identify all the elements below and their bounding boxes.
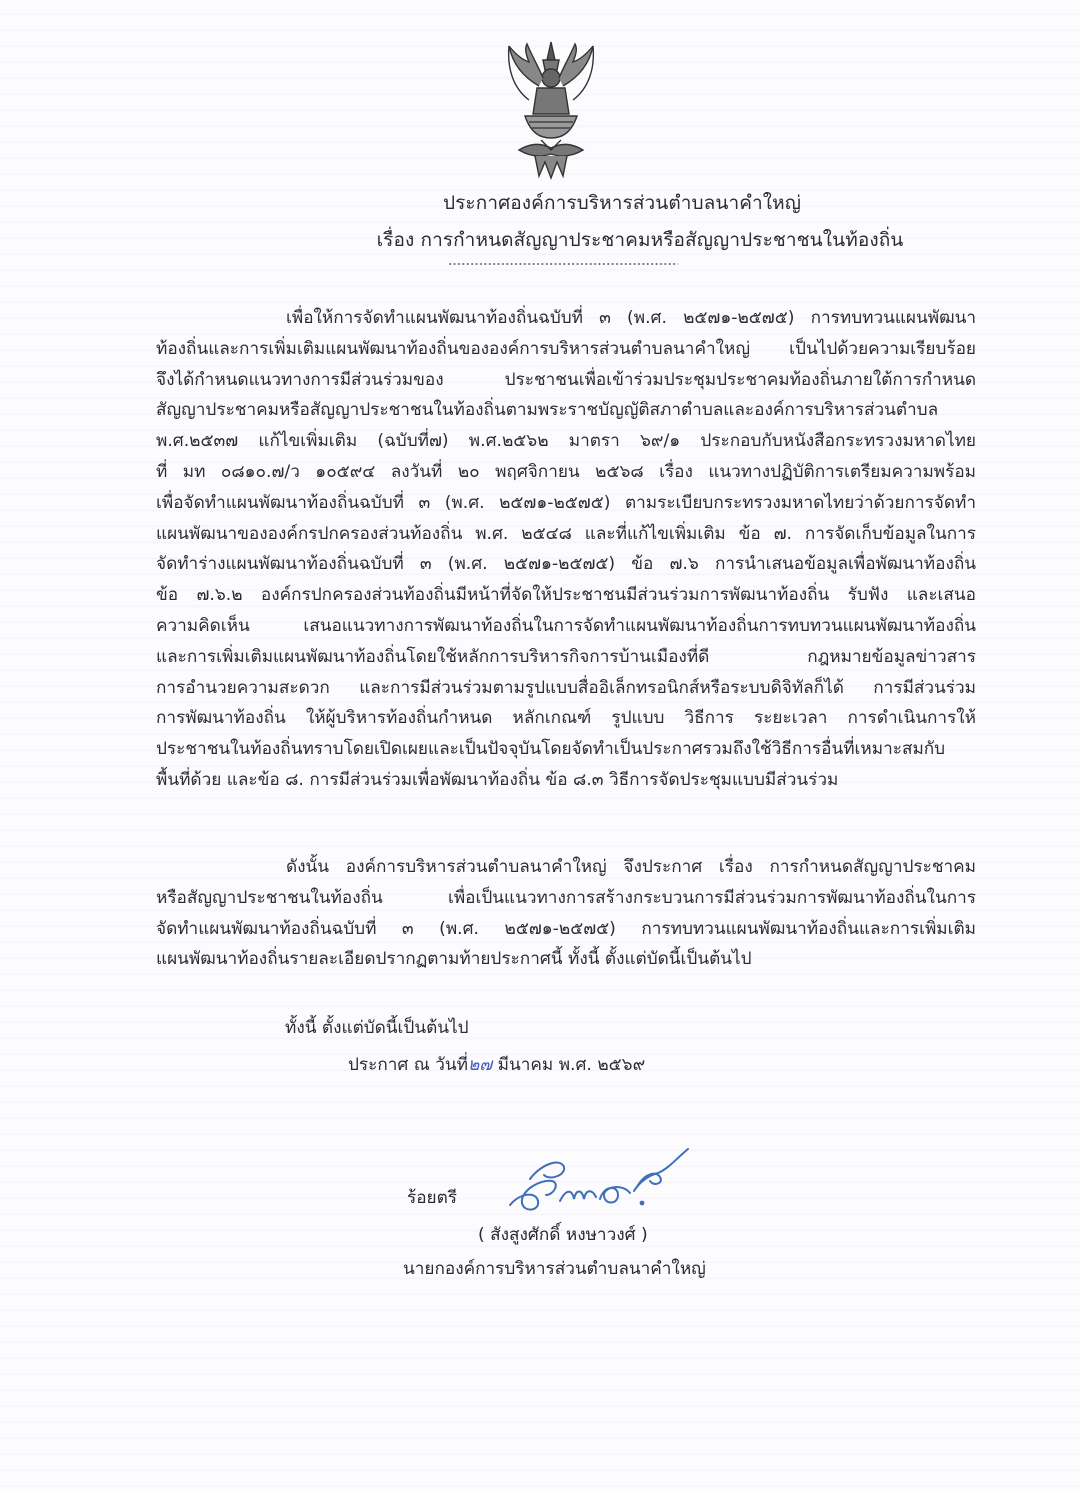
announcement-subject: เรื่อง การกำหนดสัญญาประชาคมหรือสัญญาประชาชนในท้องถิ่น [376,229,904,251]
paragraph-line: พื้นที่ด้วย และข้อ ๘. การมีส่วนร่วมเพื่อพัฒนาท้องถิ่น ข้อ ๘.๓ วิธีการจัดประชุมแบบมีส่วนร่วม [156,769,839,790]
announcement-title: ประกาศองค์การบริหารส่วนตำบลนาคำใหญ่ [442,192,802,214]
effective-statement: ทั้งนี้ ตั้งแต่บัดนี้เป็นต้นไป [285,1018,469,1038]
paragraph-line: จัดทำแผนพัฒนาท้องถิ่นฉบับที่ ๓ (พ.ศ. ๒๕๗๑-๒๕๗๕) การทบทวนแผนพัฒนาท้องถิ่นและการเพิ่มเติม [156,918,976,939]
paragraph-line: หรือสัญญาประชาชนในท้องถิ่น เพื่อเป็นแนวทางการสร้างกระบวนการมีส่วนร่วมการพัฒนาท้องถิ่นในการ [156,887,976,908]
dotted-divider [448,262,678,266]
paragraph-line: ข้อ ๗.๖.๒ องค์กรปกครองส่วนท้องถิ่นมีหน้าที่จัดให้ประชาชนมีส่วนร่วมการพัฒนาท้องถิ่น รับฟัง และเสนอ [156,585,976,606]
paragraph-line: ความคิดเห็น เสนอแนวทางการพัฒนาท้องถิ่นในการจัดทำแผนพัฒนาท้องถิ่นการทบทวนแผนพัฒนาท้องถิ่น [156,615,976,636]
paragraph-line: การอำนวยความสะดวก และการมีส่วนร่วมตามรูปแบบสื่ออิเล็กทรอนิกส์หรือระบบดิจิทัลก็ได้ การมีส่วนร่วม [156,677,976,698]
paragraph-line: ดังนั้น องค์การบริหารส่วนตำบลนาคำใหญ่ จึงประกาศ เรื่อง การกำหนดสัญญาประชาคม [286,857,976,877]
paragraph-line: ท้องถิ่นและการเพิ่มเติมแผนพัฒนาท้องถิ่นขององค์การบริหารส่วนตำบลนาคำใหญ่ เป็นไปด้วยความเรียบร้อย [156,338,976,359]
date-prefix: ประกาศ ณ วันที่ [348,1055,468,1075]
signer-title: นายกองค์การบริหารส่วนตำบลนาคำใหญ่ [403,1259,706,1279]
paragraph-line: แผนพัฒนาขององค์กรปกครองส่วนท้องถิ่น พ.ศ. ๒๕๔๘ และที่แก้ไขเพิ่มเติม ข้อ ๗. การจัดเก็บข้อมูลในการ [156,523,976,544]
garuda-emblem-icon [495,38,607,180]
paragraph-line: แผนพัฒนาท้องถิ่นรายละเอียดปรากฏตามท้ายประกาศนี้ ทั้งนี้ ตั้งแต่บัดนี้เป็นต้นไป [156,949,752,970]
paragraph-line: พ.ศ.๒๕๓๗ แก้ไขเพิ่มเติม (ฉบับที่๗) พ.ศ.๒๕๖๒ มาตรา ๖๙/๑ ประกอบกับหนังสือกระทรวงมหาดไทย [156,431,976,452]
handwritten-signature-icon [500,1145,700,1217]
body-paragraph-2 [156,852,976,975]
paragraph-line: การพัฒนาท้องถิ่น ให้ผู้บริหารท้องถิ่นกำหนด หลักเกณฑ์ รูปแบบ วิธีการ ระยะเวลา การดำเนินการให้ [156,708,976,729]
paragraph-line: ประชาชนในท้องถิ่นทราบโดยเปิดเผยและเป็นปัจจุบันโดยจัดทำเป็นประกาศรวมถึงใช้วิธีการอื่นที่เหมาะสมกับ [156,739,946,760]
date-suffix: มีนาคม พ.ศ. ๒๕๖๙ [492,1055,646,1075]
announcement-date [348,1050,645,1078]
paragraph-line: สัญญาประชาคมหรือสัญญาประชาชนในท้องถิ่นตามพระราชบัญญัติสภาตำบลและองค์การบริหารส่วนตำบล [156,400,939,421]
paragraph-line: เพื่อให้การจัดทำแผนพัฒนาท้องถิ่นฉบับที่ ๓ (พ.ศ. ๒๕๗๑-๒๕๗๕) การทบทวนแผนพัฒนา [286,308,976,328]
paragraph-line: จึงได้กำหนดแนวทางการมีส่วนร่วมของ ประชาชนเพื่อเข้าร่วมประชุมประชาคมท้องถิ่นภายใต้การกำหนด [156,369,976,390]
paragraph-line: จัดทำร่างแผนพัฒนาท้องถิ่นฉบับที่ ๓ (พ.ศ. ๒๕๗๑-๒๕๗๕) ข้อ ๗.๖ การนำเสนอข้อมูลเพื่อพัฒนาท้องถิ่น [156,554,976,575]
paragraph-line: เพื่อจัดทำแผนพัฒนาท้องถิ่นฉบับที่ ๓ (พ.ศ. ๒๕๗๑-๒๕๗๕) ตามระเบียบกระทรวงมหาดไทยว่าด้วยการจัดทำ [156,492,976,513]
paragraph-line: ที่ มท ๐๘๑๐.๗/ว ๑๐๕๙๔ ลงวันที่ ๒๐ พฤศจิกายน ๒๕๖๘ เรื่อง แนวทางปฏิบัติการเตรียมความพร้อม [156,461,976,482]
signer-name: ( สังสูงศักดิ์ หงษาวงศ์ ) [478,1225,648,1245]
signer-rank: ร้อยตรี [407,1188,458,1208]
body-paragraph-1 [156,303,976,796]
handwritten-day: ๒๗ [467,1055,493,1075]
paragraph-line: และการเพิ่มเติมแผนพัฒนาท้องถิ่นโดยใช้หลักการบริหารกิจการบ้านเมืองที่ดี กฎหมายข้อมูลข่าวสาร [156,646,976,667]
